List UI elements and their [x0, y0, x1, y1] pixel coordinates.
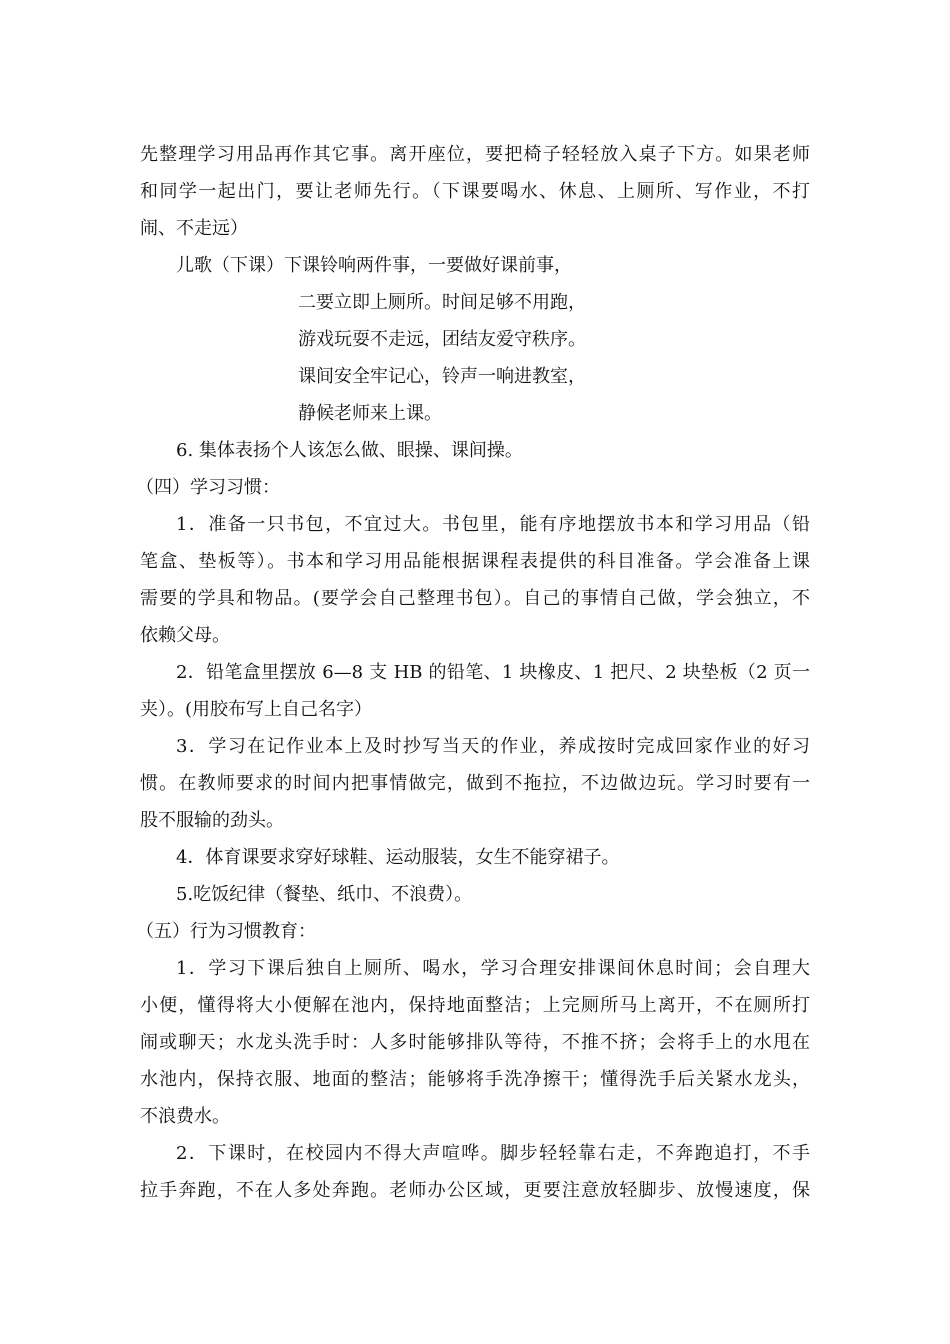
paragraph-line: 需要的学具和物品。(要学会自己整理书包）。自己的事情自己做，学会独立，不 — [140, 588, 810, 609]
list-item: 6. 集体表扬个人该怎么做、眼操、课间操。 — [176, 440, 523, 461]
paragraph-line: 水池内，保持衣服、地面的整洁；能够将手洗净擦干；懂得洗手后关紧水龙头， — [140, 1069, 810, 1090]
poem-line: 课间安全牢记心，铃声一响进教室， — [298, 366, 586, 387]
paragraph-line: 股不服输的劲头。 — [140, 810, 284, 831]
poem-line: 游戏玩耍不走远，团结友爱守秩序。 — [298, 329, 586, 350]
paragraph-line: 和同学一起出门，要让老师先行。（下课要喝水、休息、上厕所、写作业，不打 — [140, 181, 810, 202]
list-item: 4．体育课要求穿好球鞋、运动服装，女生不能穿裙子。 — [176, 847, 620, 868]
section-heading: （五）行为习惯教育： — [136, 921, 316, 942]
paragraph-line: 夹）。(用胶布写上自己名字） — [140, 699, 373, 720]
paragraph-line: 闹、不走远） — [140, 218, 248, 239]
paragraph-line: 拉手奔跑，不在人多处奔跑。老师办公区域，更要注意放轻脚步、放慢速度，保 — [140, 1180, 810, 1201]
poem-title-line: 儿歌（下课）下课铃响两件事，一要做好课前事， — [176, 255, 572, 276]
paragraph-line: 笔盒、垫板等）。书本和学习用品能根据课程表提供的科目准备。学会准备上课 — [140, 551, 810, 572]
paragraph-line: 依赖父母。 — [140, 625, 230, 646]
paragraph-line: 闹或聊天；水龙头洗手时：人多时能够排队等待，不推不挤；会将手上的水甩在 — [140, 1032, 810, 1053]
paragraph-line: 2．下课时，在校园内不得大声喧哗。脚步轻轻靠右走，不奔跑追打，不手 — [176, 1143, 810, 1164]
paragraph-line: 不浪费水。 — [140, 1106, 230, 1127]
poem-line: 静候老师来上课。 — [298, 403, 442, 424]
paragraph-line: 惯。在教师要求的时间内把事情做完，做到不拖拉，不边做边玩。学习时要有一 — [140, 773, 810, 794]
paragraph-line: 小便，懂得将大小便解在池内，保持地面整洁；上完厕所马上离开，不在厕所打 — [140, 995, 810, 1016]
list-item: 5.吃饭纪律（餐垫、纸巾、不浪费）。 — [176, 884, 473, 905]
paragraph-line: 2．铅笔盒里摆放 6—8 支 HB 的铅笔、1 块橡皮、1 把尺、2 块垫板（2 页一 — [176, 662, 810, 683]
poem-line: 二要立即上厕所。时间足够不用跑， — [298, 292, 586, 313]
paragraph-line: 1．准备一只书包，不宜过大。书包里，能有序地摆放书本和学习用品（铅 — [176, 514, 810, 535]
section-heading: （四）学习习惯： — [136, 477, 280, 498]
paragraph-line: 1．学习下课后独自上厕所、喝水，学习合理安排课间休息时间；会自理大 — [176, 958, 810, 979]
paragraph-line: 3．学习在记作业本上及时抄写当天的作业，养成按时完成回家作业的好习 — [176, 736, 810, 757]
paragraph-line: 先整理学习用品再作其它事。离开座位，要把椅子轻轻放入桌子下方。如果老师 — [140, 144, 810, 165]
